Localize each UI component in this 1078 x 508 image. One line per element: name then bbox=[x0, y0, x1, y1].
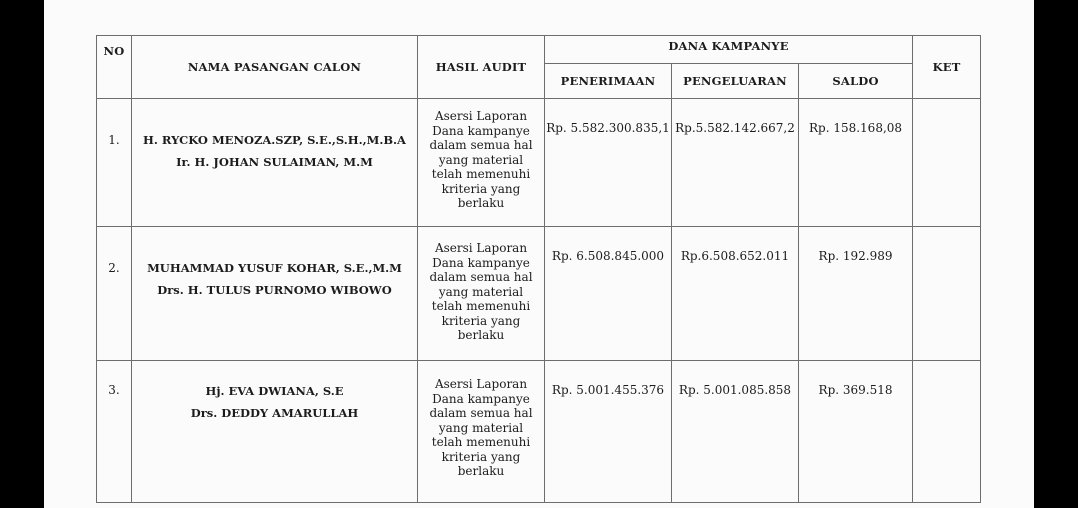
saldo-value: Rp. 192.989 bbox=[799, 227, 913, 361]
candidate-name: H. RYCKO MENOZA.SZP, S.E.,S.H.,M.B.A bbox=[143, 133, 406, 147]
audit-line: dalam semua hal bbox=[429, 138, 533, 152]
candidate-pair bbox=[132, 99, 418, 227]
row-number: 2. bbox=[97, 227, 132, 361]
pengeluaran-value: Rp.5.582.142.667,2 bbox=[672, 99, 799, 227]
audit-line: berlaku bbox=[457, 196, 505, 210]
candidate-name: MUHAMMAD YUSUF KOHAR, S.E.,M.M bbox=[147, 261, 402, 275]
penerimaan-value: Rp. 5.582.300.835,1 bbox=[545, 99, 672, 227]
row-number: 3. bbox=[97, 361, 132, 503]
audit-line: dalam semua hal bbox=[429, 270, 533, 284]
audit-result bbox=[418, 99, 545, 227]
header-ket: KET bbox=[913, 36, 981, 99]
audit-line: telah memenuhi bbox=[431, 299, 531, 313]
audit-result bbox=[418, 227, 545, 361]
audit-line: yang material bbox=[438, 284, 524, 299]
audit-line: kriteria yang bbox=[441, 181, 521, 196]
header-row-top bbox=[97, 36, 981, 64]
saldo-value: Rp. 158.168,08 bbox=[799, 99, 913, 227]
table-row bbox=[97, 227, 981, 361]
header-hasil-audit: HASIL AUDIT bbox=[418, 36, 545, 99]
candidate-pair bbox=[132, 227, 418, 361]
audit-line: telah memenuhi bbox=[431, 167, 531, 181]
table-row bbox=[97, 99, 981, 227]
audit-line: Asersi Laporan bbox=[434, 241, 528, 255]
table-row bbox=[97, 361, 981, 503]
ket-value bbox=[913, 227, 981, 361]
audit-line: Dana kampanye bbox=[432, 123, 530, 138]
ket-value bbox=[913, 99, 981, 227]
running-mate-name: Drs. DEDDY AMARULLAH bbox=[190, 406, 359, 420]
audit-line: yang material bbox=[438, 420, 524, 435]
audit-line: Asersi Laporan bbox=[434, 377, 528, 391]
pengeluaran-value: Rp. 5.001.085.858 bbox=[672, 361, 799, 503]
candidate-name: Hj. EVA DWIANA, S.E bbox=[205, 384, 344, 398]
running-mate-name: Ir. H. JOHAN SULAIMAN, M.M bbox=[176, 155, 373, 169]
penerimaan-value: Rp. 6.508.845.000 bbox=[545, 227, 672, 361]
header-penerimaan: PENERIMAAN bbox=[545, 64, 672, 99]
candidate-pair bbox=[132, 361, 418, 503]
audit-line: Asersi Laporan bbox=[434, 109, 528, 123]
header-dana-kampanye: DANA KAMPANYE bbox=[545, 36, 913, 64]
audit-result bbox=[418, 361, 545, 503]
audit-line: Dana kampanye bbox=[432, 255, 530, 270]
header-no: NO bbox=[97, 36, 132, 99]
pengeluaran-value: Rp.6.508.652.011 bbox=[672, 227, 799, 361]
penerimaan-value: Rp. 5.001.455.376 bbox=[545, 361, 672, 503]
running-mate-name: Drs. H. TULUS PURNOMO WIBOWO bbox=[157, 283, 392, 297]
header-nama-pasangan-calon: NAMA PASANGAN CALON bbox=[132, 36, 418, 99]
saldo-value: Rp. 369.518 bbox=[799, 361, 913, 503]
audit-line: berlaku bbox=[457, 328, 505, 342]
header-pengeluaran: PENGELUARAN bbox=[672, 64, 799, 99]
ket-value bbox=[913, 361, 981, 503]
document-page bbox=[44, 0, 1034, 508]
audit-line: telah memenuhi bbox=[431, 435, 531, 449]
audit-line: berlaku bbox=[457, 464, 505, 478]
audit-line: kriteria yang bbox=[441, 449, 521, 464]
campaign-fund-table bbox=[96, 35, 981, 503]
row-number: 1. bbox=[97, 99, 132, 227]
audit-line: Dana kampanye bbox=[432, 391, 530, 406]
audit-line: yang material bbox=[438, 152, 524, 167]
audit-line: dalam semua hal bbox=[429, 406, 533, 420]
audit-line: kriteria yang bbox=[441, 313, 521, 328]
header-saldo: SALDO bbox=[799, 64, 913, 99]
